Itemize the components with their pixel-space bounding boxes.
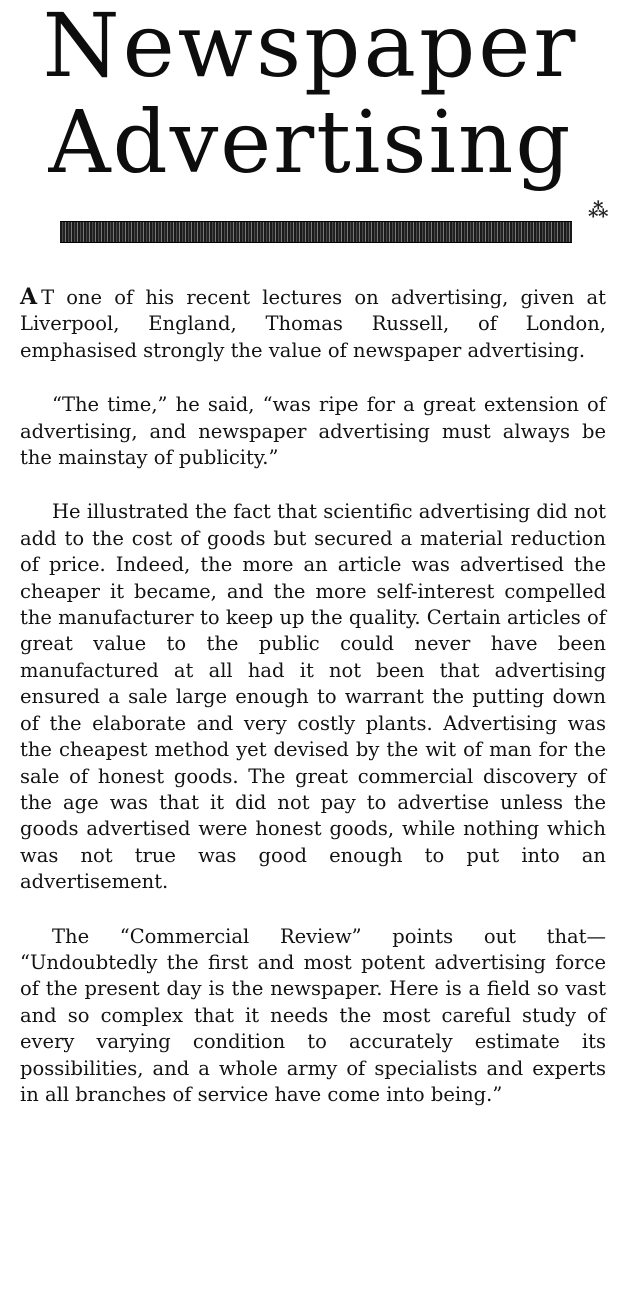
paragraph-1-text: T one of his recent lectures on advertising, given at Liverpool, England, Thomas Russell, of London, emphasised strongly the value of newspaper advertising. bbox=[20, 286, 606, 362]
headline-line-2: Advertising bbox=[48, 93, 573, 193]
paragraph-2: “The time,” he said, “was ripe for a great extension of advertising, and newspaper advertising must always be the mainstay of publicity.” bbox=[20, 393, 606, 470]
lead-letter: A bbox=[20, 284, 38, 310]
paragraph-3: He illustrated the fact that scientific advertising did not add to the cost of goods but secured a material reduction of price. Indeed, the more an article was advertised the cheaper it became, and the more self-interest compelled the manufacturer to keep up the quality. Certain articles of great value to the public could never have been manufactured at all had it not been that advertising ensured a sale large enough to warrant the putting down of the elaborate and very costly plants. Advertising was the cheapest method yet devised by the wit of man for the sale of honest goods. The great commercial discovery of the age was that it did not pay to advertise unless the goods advertised were honest goods, while nothing which was not true was good enough to put into an advertisement. bbox=[20, 500, 606, 894]
paragraph-4: The “Commercial Review” points out that— “Undoubtedly the first and most potent advertising force of the present day is the newspaper. Here is a field so vast and so complex that it needs the most careful study of every varying condition to accurately estimate its possibilities, and a whole army of specialists and experts in all branches of service have come into being.” bbox=[20, 924, 606, 1106]
article-body bbox=[20, 284, 606, 1136]
print-speck-icon: ⁂ bbox=[588, 198, 609, 222]
decorative-rule bbox=[60, 221, 572, 243]
headline-line-1: Newspaper bbox=[42, 0, 579, 97]
paragraph-1 bbox=[20, 284, 606, 364]
